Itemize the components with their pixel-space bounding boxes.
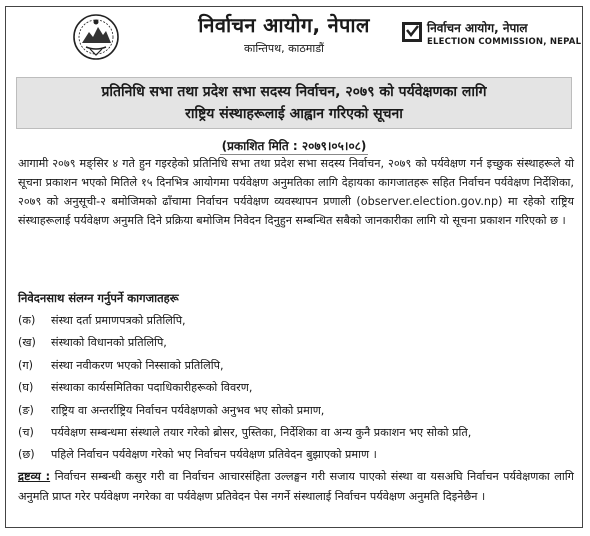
list-item-text: राष्ट्रिय वा अन्तर्राष्ट्रिय निर्वाचन पर्यवेक्षणको अनुभव भए सोको प्रमाण, (51, 403, 325, 417)
notice-title-line1: प्रतिनिधि सभा तथा प्रदेश सभा सदस्य निर्वाचन, २०७९ को पर्यवेक्षणका लागि (101, 84, 487, 100)
ballot-box-icon (401, 21, 423, 43)
list-marker: (क) (18, 314, 36, 327)
notice-frame (5, 6, 583, 528)
notice-note (18, 467, 574, 507)
documents-list (18, 310, 574, 467)
nepal-emblem-icon (72, 13, 120, 61)
list-item-text: पर्यवेक्षण सम्बन्धमा संस्थाले तयार गरेको ब्रोसर, पुस्तिका, निर्देशिका वा अन्य कुनै प्रकाशन भए सोको प्रति, (51, 425, 472, 439)
list-item (18, 355, 574, 377)
documents-heading: निवेदनसाथ संलग्न गर्नुपर्ने कागजातहरू (18, 291, 179, 305)
logo-text-english: ELECTION COMMISSION, NEPAL (427, 37, 582, 47)
list-marker: (ङ) (18, 403, 34, 417)
list-marker: (ख) (18, 336, 36, 350)
notice-body: आगामी २०७९ मङ्सिर ४ गते हुन गइरहेको प्रतिनिधि सभा तथा प्रदेश सभा सदस्य निर्वाचन, २०७९ को पर्यवेक्षण गर्न इच्छुक संस्थाहरूले यो सूचना प्रकाशन भएको मितिले १५ दिनभित्र आयोगमा पर्यवेक्षण अनुमतिका लागि देहायका कागजातहरू सहित निर्वाचन पर्यवेक्षण निर्देशिका, २०७९ को अनुसूची-२ बमोजिमको ढाँचामा निर्वाचन पर्यवेक्षण व्यवस्थापन प्रणाली (observer.election.gov.np) मा रहेको राष्ट्रिय संस्थाहरूलाई पर्यवेक्षण अनुमति दिने प्रक्रिया बमोजिम निवेदन दिनुहुन सम्बन्धित सबैको जानकारीका लागि यो सूचना प्रकाशन गरिएको छ । (18, 157, 574, 227)
list-marker: (ग) (18, 358, 34, 372)
list-item (18, 310, 574, 332)
notice-title-line2: राष्ट्रिय संस्थाहरूलाई आह्वान गरिएको सूचना (185, 106, 403, 122)
list-item (18, 400, 574, 422)
logo-text-nepali: निर्वाचन आयोग, नेपाल (427, 21, 528, 35)
list-item (18, 422, 574, 444)
list-item (18, 332, 574, 354)
list-item-text: संस्था दर्ता प्रमाणपत्रको प्रतिलिपि, (51, 314, 186, 327)
published-date: (प्रकाशित मिति : २०७९।०५।०८) (221, 139, 367, 153)
list-marker: (घ) (18, 381, 34, 395)
list-item-text: पहिले निर्वाचन पर्यवेक्षण गरेको भए निर्वाचन पर्यवेक्षण प्रतिवेदन बुझाएको प्रमाण । (51, 448, 377, 462)
notice-title-banner (16, 77, 572, 129)
org-location: कान्तिपथ, काठमाडौं (244, 42, 324, 55)
list-item (18, 377, 574, 399)
published-date-wrapper (6, 135, 582, 155)
note-text: निर्वाचन सम्बन्धी कसुर गरी वा निर्वाचन आचारसंहिता उल्लङ्घन गरी सजाय पाएको संस्था वा यसअघि निर्वाचन पर्यवेक्षणका लागि अनुमति प्राप्त गरेर पर्यवेक्षण नगरेका वा पर्यवेक्षण प्रतिवेदन पेस नगर्ने संस्थालाई निर्वाचन पर्यवेक्षण अनुमति दिइनेछैन । (18, 470, 574, 503)
notice-header (6, 7, 582, 73)
org-name: निर्वाचन आयोग, नेपाल (198, 13, 370, 37)
list-item-text: संस्थाका कार्यसमितिका पदाधिकारीहरूको विवरण, (51, 381, 253, 395)
list-marker: (च) (18, 425, 34, 439)
list-item-text: संस्था नवीकरण भएको निस्साको प्रतिलिपि, (51, 358, 224, 372)
list-item-text: संस्थाको विधानको प्रतिलिपि, (51, 336, 167, 350)
note-label: द्रष्टव्य : (18, 470, 51, 483)
list-marker: (छ) (18, 448, 35, 462)
list-item (18, 444, 574, 466)
election-commission-logo (401, 19, 582, 57)
